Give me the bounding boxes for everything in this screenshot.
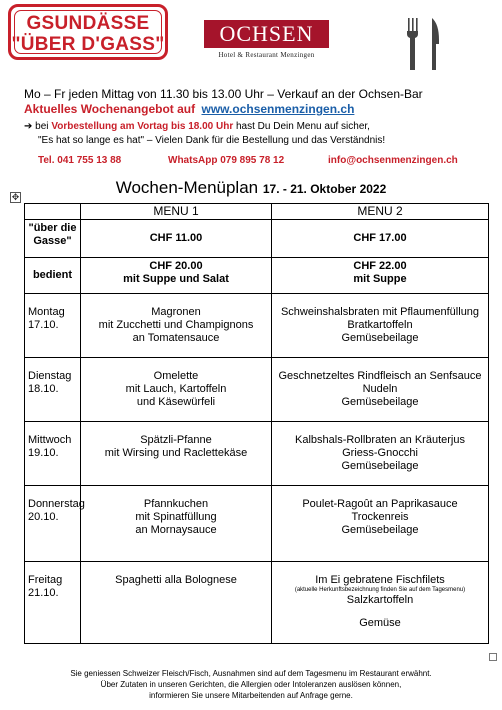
ochsen-logo	[204, 20, 329, 64]
arrow-icon: ➔	[24, 121, 33, 132]
table-row	[25, 220, 489, 258]
dish-menu-1	[81, 562, 272, 644]
day-name: Montag	[28, 306, 65, 318]
dish-line: mit Spinatfüllung	[135, 511, 217, 523]
day-cell	[25, 562, 81, 644]
price-menu-1: CHF 11.00	[81, 220, 272, 258]
dish-line: mit Lauch, Kartoffeln	[125, 383, 227, 395]
day-date: 21.10.	[28, 587, 59, 599]
dish-line: Kalbshals-Rollbraten an Kräuterjus	[295, 434, 465, 446]
dish-menu-1	[81, 358, 272, 422]
price-menu-1-served	[81, 258, 272, 294]
move-handle-icon[interactable]: ✥	[11, 192, 20, 202]
preorder-line	[24, 120, 370, 133]
price-menu-2-served	[272, 258, 489, 294]
day-date: 20.10.	[28, 511, 59, 523]
header-empty	[25, 204, 81, 220]
dish-line: Griess-Gnocchi	[342, 447, 418, 459]
day-date: 18.10.	[28, 383, 59, 395]
whatsapp-number: WhatsApp 079 895 78 12	[168, 155, 285, 166]
table-row	[25, 486, 489, 562]
quote-line: "Es hat so lange es hat" – Vielen Dank für die Bestellung und das Verständnis!	[38, 135, 386, 146]
gsundaesse-stamp	[8, 4, 168, 60]
dish-line: Magronen	[151, 306, 201, 318]
resize-handle-icon[interactable]	[489, 653, 497, 661]
price-note: mit Suppe	[353, 273, 407, 285]
preorder-deadline: Vorbestellung am Vortag bis 18.00 Uhr	[51, 121, 234, 132]
table-row	[25, 562, 489, 644]
dish-line: Im Ei gebratene Fischfilets	[315, 574, 445, 586]
dish-line: mit Zucchetti und Champignons	[98, 319, 254, 331]
dish-line: Schweinshalsbraten mit Pflaumenfüllung	[280, 306, 480, 318]
weekly-offer-label: Aktuelles Wochenangebot auf	[24, 102, 196, 116]
footer-note	[0, 668, 502, 701]
dish-line: Gemüse	[359, 617, 401, 629]
menu-dates: 17. - 21. Oktober 2022	[262, 182, 387, 196]
dish-menu-1	[81, 486, 272, 562]
price-value: CHF 22.00	[353, 260, 407, 272]
dish-line: an Mornaysauce	[135, 524, 217, 536]
opening-hours: Mo – Fr jeden Mittag von 11.30 bis 13.00 Uhr – Verkauf an der Ochsen-Bar	[24, 87, 423, 101]
website-link[interactable]: www.ochsenmenzingen.ch	[201, 102, 355, 116]
footer-line-3: informieren Sie unsere Mitarbeitenden auf Anfrage gerne.	[149, 691, 353, 700]
email-address[interactable]: info@ochsenmenzingen.ch	[328, 155, 458, 166]
price-menu-2: CHF 17.00	[272, 220, 489, 258]
stamp-line-2: "ÜBER D'GASS"	[11, 34, 165, 55]
price-value: CHF 20.00	[149, 260, 203, 272]
dish-line: Geschnetzeltes Rindfleisch an Senfsauce	[278, 370, 482, 382]
phone-number: Tel. 041 755 13 88	[38, 155, 122, 166]
header-menu-2: MENU 2	[272, 204, 489, 220]
row-label: bedient	[25, 258, 81, 294]
day-name: Mittwoch	[28, 434, 72, 446]
logo-subtitle: Hotel & Restaurant Menzingen	[218, 51, 315, 59]
table-header-row	[25, 204, 489, 220]
dish-menu-2	[272, 562, 489, 644]
dish-line: Pfannkuchen	[143, 498, 209, 510]
day-cell	[25, 422, 81, 486]
dish-line: Gemüsebeilage	[341, 332, 419, 344]
day-name: Donnerstag	[28, 498, 85, 510]
header-menu-1: MENU 1	[81, 204, 272, 220]
origin-note: (aktuelle Herkunftsbezeichnung finden Sie auf dem Tagesmenu)	[294, 587, 466, 593]
day-cell	[25, 486, 85, 562]
menu-title-text: Wochen-Menüplan	[115, 178, 259, 197]
dish-line: Gemüsebeilage	[341, 460, 419, 472]
dish-line: Salzkartoffeln	[346, 594, 414, 606]
day-date: 17.10.	[28, 319, 59, 331]
dish-menu-2	[272, 294, 489, 358]
dish-line: an Tomatensauce	[132, 332, 220, 344]
dish-line: Poulet-Ragoût an Paprikasauce	[302, 498, 458, 510]
dish-line: Gemüsebeilage	[341, 396, 419, 408]
day-name: Dienstag	[28, 370, 72, 382]
dish-menu-2	[272, 422, 489, 486]
dish-line: Spaghetti alla Bolognese	[115, 574, 237, 586]
footer-line-1: Sie geniessen Schweizer Fleisch/Fisch, Ausnahmen sind auf dem Tagesmenu im Restaurant erwähnt.	[70, 669, 432, 678]
dish-line: Spätzli-Pfanne	[140, 434, 212, 446]
dish-line: Gemüsebeilage	[341, 524, 419, 536]
day-cell	[25, 294, 81, 358]
table-row	[25, 258, 489, 294]
preorder-post: hast Du Dein Menu auf sicher,	[236, 121, 370, 132]
table-row	[25, 294, 489, 358]
price-note: mit Suppe und Salat	[123, 273, 229, 285]
day-date: 19.10.	[28, 447, 59, 459]
fork-knife-icon	[404, 16, 444, 72]
dish-line: Trockenreis	[351, 511, 409, 523]
dish-line: Nudeln	[362, 383, 398, 395]
dish-line: Omelette	[153, 370, 199, 382]
dish-menu-1	[81, 422, 272, 486]
stamp-line-1: GSUNDÄSSE	[26, 13, 150, 34]
table-row	[25, 422, 489, 486]
dish-menu-2	[272, 358, 489, 422]
day-name: Freitag	[28, 574, 63, 586]
footer-line-2: Über Zutaten in unseren Gerichten, die Allergien oder Intoleranzen auslösen können,	[100, 680, 402, 689]
dish-line: Bratkartoffeln	[347, 319, 413, 331]
preorder-pre: bei	[35, 121, 49, 132]
dish-menu-1	[81, 294, 272, 358]
dish-line: und Käsewürfeli	[136, 396, 216, 408]
menu-table	[24, 203, 489, 644]
menu-title	[0, 178, 502, 198]
weekly-offer-line	[24, 102, 354, 116]
dish-line: mit Wirsing und Raclettekäse	[104, 447, 248, 459]
dish-menu-2	[272, 486, 489, 562]
row-label: "über die Gasse"	[25, 220, 81, 258]
day-cell	[25, 358, 81, 422]
table-row	[25, 358, 489, 422]
logo-name: OCHSEN	[204, 20, 329, 48]
